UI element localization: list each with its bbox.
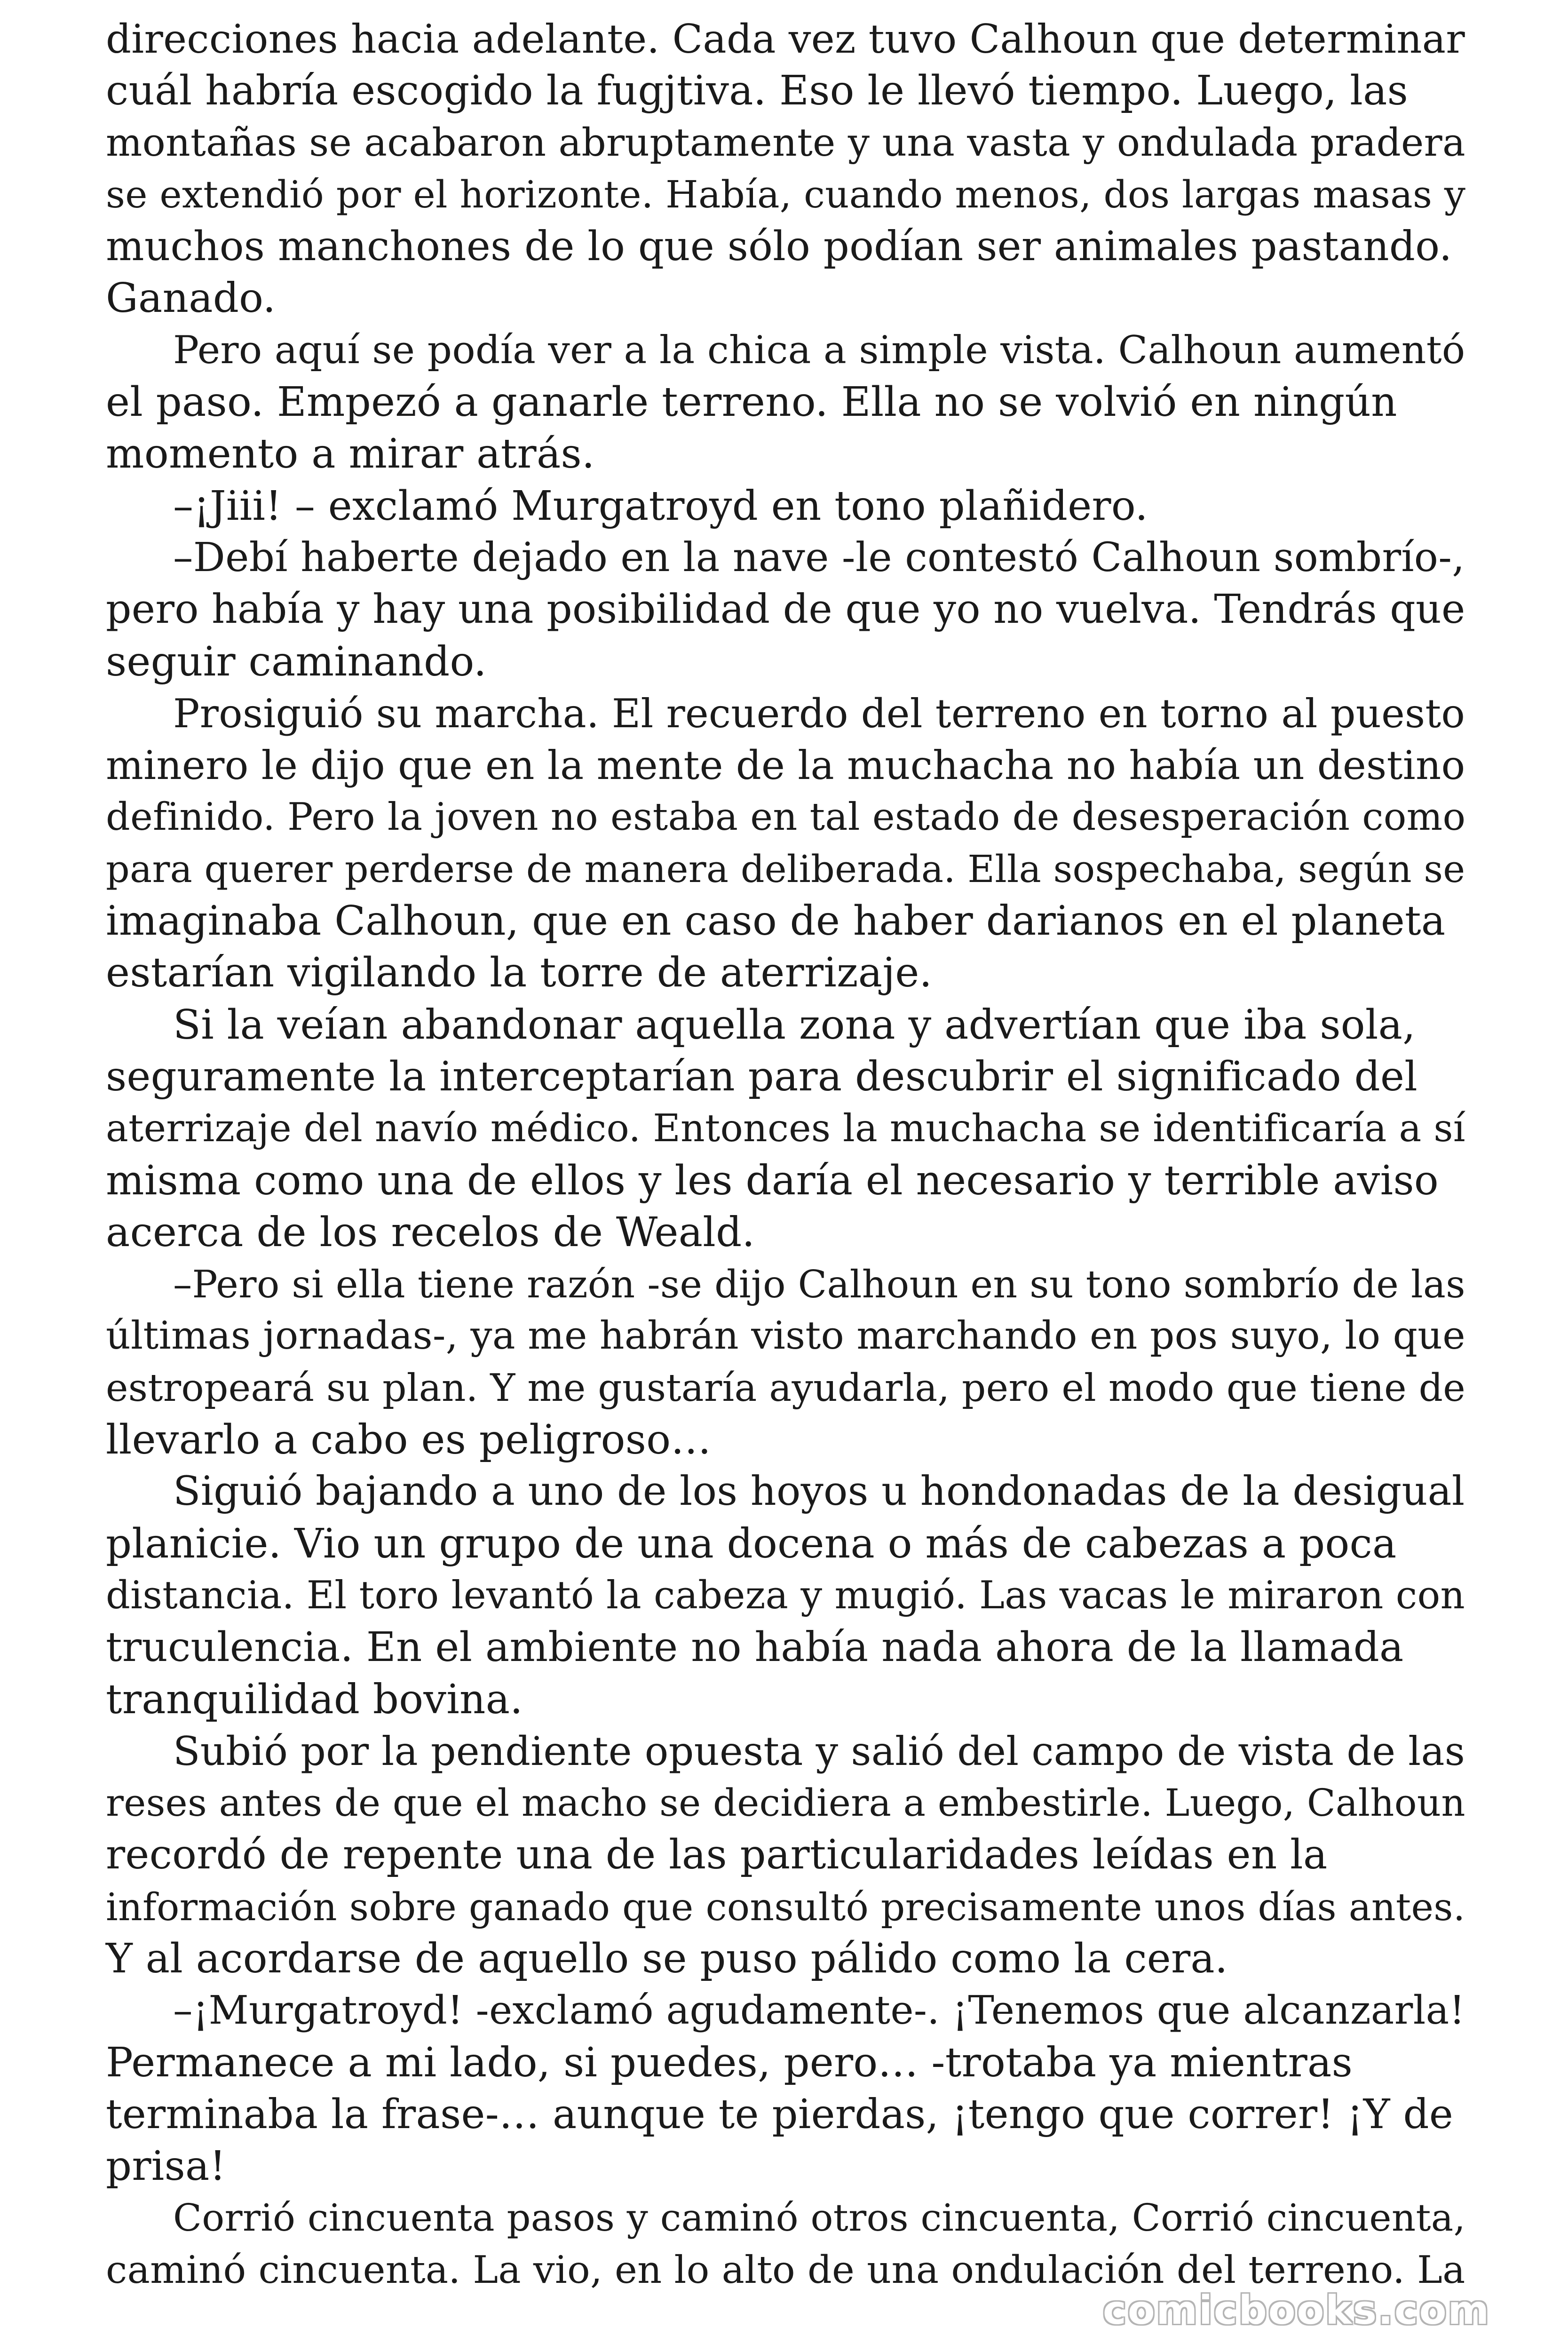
text-line: direcciones hacia adelante. Cada vez tuvo Calhoun que determinar	[106, 16, 1465, 62]
watermark-logo: comicbooks.com	[1103, 2287, 1490, 2333]
text-line: estropeará su plan. Y me gustaría ayudarla, pero el modo que tiene de	[106, 1366, 1466, 1410]
text-line: se extendió por el horizonte. Había, cuando menos, dos largas masas y	[106, 172, 1466, 216]
text-line: Ganado.	[106, 275, 276, 322]
text-line: momento a mirar atrás.	[106, 430, 595, 478]
text-line: caminó cincuenta. La vio, en lo alto de una ondulación del terreno. La	[106, 2248, 1465, 2292]
text-line: planicie. Vio un grupo de una docena o más de cabezas a poca	[106, 1520, 1397, 1567]
text-line: montañas se acabaron abruptamente y una vasta y ondulada pradera	[106, 120, 1465, 165]
text-line: –Debí haberte dejado en la nave -le contestó Calhoun sombrío-,	[173, 534, 1465, 581]
text-line: el paso. Empezó a ganarle terreno. Ella no se volvió en ningún	[106, 379, 1397, 426]
text-line: distancia. El toro levantó la cabeza y mugió. Las vacas le miraron con	[106, 1573, 1465, 1618]
text-line: Permanece a mi lado, si puedes, pero… -trotaba ya mientras	[106, 2039, 1353, 2086]
text-line: aterrizaje del navío médico. Entonces la muchacha se identificaría a sí	[106, 1106, 1465, 1151]
text-line: definido. Pero la joven no estaba en tal estado de desesperación como	[106, 795, 1466, 840]
text-line: estarían vigilando la torre de aterrizaje.	[106, 949, 933, 997]
text-line: Si la veían abandonar aquella zona y advertían que iba sola,	[173, 1001, 1416, 1049]
text-line: Corrió cincuenta pasos y caminó otros cincuenta, Corrió cincuenta,	[173, 2196, 1466, 2240]
text-line: Y al acordarse de aquello se puso pálido como la cera.	[106, 1935, 1228, 1982]
text-line: llevarlo a cabo es peligroso…	[106, 1416, 712, 1464]
text-line: imaginaba Calhoun, que en caso de haber darianos en el planeta	[106, 898, 1446, 945]
text-line: recordó de repente una de las particularidades leídas en la	[106, 1831, 1328, 1879]
text-line: acerca de los recelos de Weald.	[106, 1208, 755, 1256]
text-line: –¡Jiii! – exclamó Murgatroyd en tono plañidero.	[173, 482, 1148, 530]
text-line: –¡Murgatroyd! -exclamó agudamente-. ¡Tenemos que alcanzarla!	[173, 1987, 1465, 2034]
text-line: últimas jornadas-, ya me habrán visto marchando en pos suyo, lo que	[106, 1313, 1465, 1359]
text-line: –Pero si ella tiene razón -se dijo Calhoun en su tono sombrío de las	[173, 1262, 1465, 1307]
body-text	[106, 13, 1465, 2296]
text-line: terminaba la frase-… aunque te pierdas, ¡tengo que correr! ¡Y de	[106, 2090, 1454, 2138]
text-line: información sobre ganado que consultó precisamente unos días antes.	[106, 1884, 1465, 1929]
text-line: para querer perderse de manera deliberada. Ella sospechaba, según se	[106, 847, 1465, 891]
text-line: Prosiguió su marcha. El recuerdo del terreno en torno al puesto	[173, 690, 1465, 737]
text-line: Subió por la pendiente opuesta y salió del campo de vista de las	[173, 1728, 1465, 1774]
text-line: pero había y hay una posibilidad de que yo no vuelva. Tendrás que	[106, 586, 1465, 633]
text-line: muchos manchones de lo que sólo podían ser animales pastando.	[106, 223, 1452, 270]
text-line: Siguió bajando a uno de los hoyos u hondonadas de la desigual	[173, 1468, 1465, 1515]
text-line: misma como una de ellos y les daría el necesario y terrible aviso	[106, 1157, 1439, 1204]
text-line: tranquilidad bovina.	[106, 1676, 523, 1723]
text-line: truculencia. En el ambiente no había nada ahora de la llamada	[106, 1624, 1404, 1671]
text-line: Pero aquí se podía ver a la chica a simple vista. Calhoun aumentó	[173, 327, 1465, 373]
text-line: seguir caminando.	[106, 638, 487, 685]
text-line: minero le dijo que en la mente de la muchacha no había un destino	[106, 742, 1465, 789]
text-line: cuál habría escogido la fugjtiva. Eso le llevó tiempo. Luego, las	[106, 67, 1409, 115]
text-line: prisa!	[106, 2143, 226, 2190]
text-line: reses antes de que el macho se decidiera a embestirle. Luego, Calhoun	[106, 1781, 1465, 1825]
text-line: seguramente la interceptarían para descubrir el significado del	[106, 1053, 1418, 1100]
